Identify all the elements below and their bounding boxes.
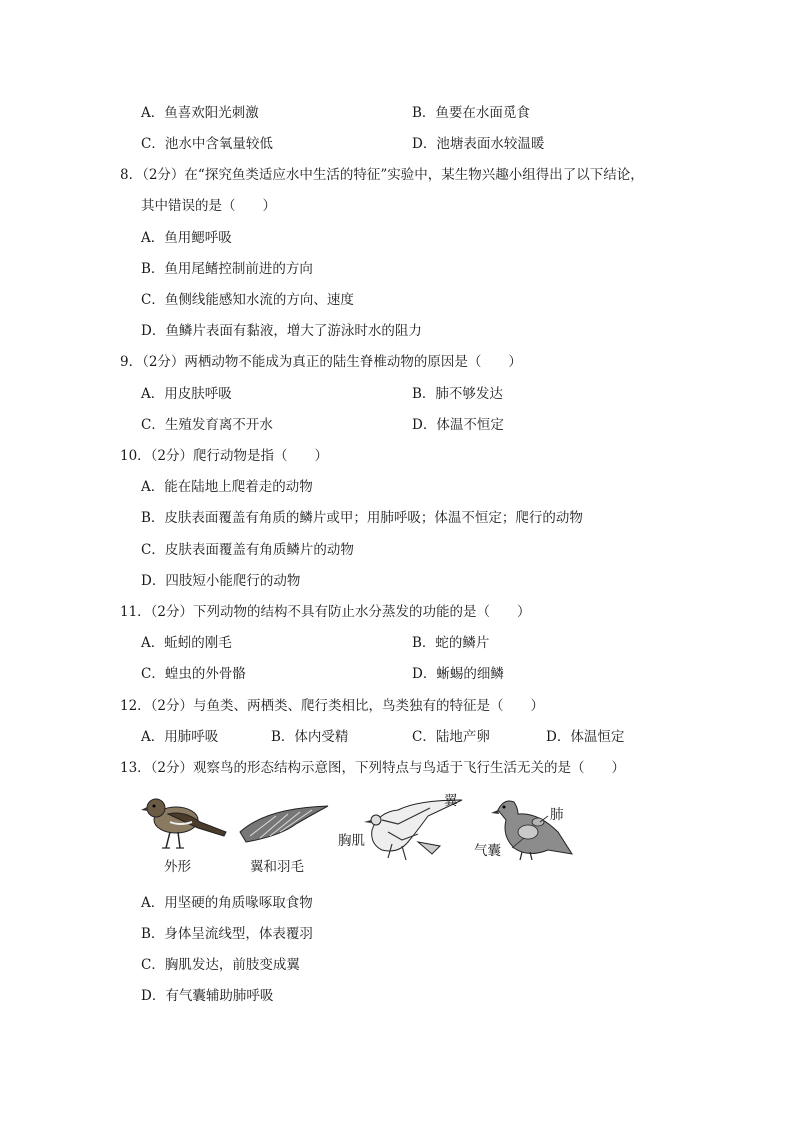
- label-chest-muscle: 胸肌: [338, 833, 365, 849]
- q8-option-b: B．鱼用尾鳍控制前进的方向: [141, 261, 313, 277]
- q10-option-a: A．能在陆地上爬着走的动物: [141, 479, 313, 495]
- label-air-sac: 气囊: [474, 843, 501, 859]
- q10-option-c: C．皮肤表面覆盖有角质鳞片的动物: [141, 542, 354, 558]
- q9-option-b: B．肺不够发达: [412, 386, 503, 402]
- q13-stem: 13．（2分）观察鸟的形态结构示意图，下列特点与鸟适于飞行生活无关的是（ ）: [120, 760, 626, 776]
- q7-option-b: B．鱼要在水面觅食: [412, 105, 530, 121]
- q13-option-b: B．身体呈流线型，体表覆羽: [141, 926, 313, 942]
- q10-option-b: B．皮肤表面覆盖有角质的鳞片或甲；用肺呼吸；体温不恒定；爬行的动物: [141, 510, 583, 526]
- q8-stem-line1: 8．（2分）在“探究鱼类适应水中生活的特征”实验中，某生物兴趣小组得出了以下结论，: [120, 167, 644, 183]
- label-lung: 肺: [550, 807, 564, 823]
- sparrow-illustration: [140, 792, 230, 854]
- q12-option-b: B．体内受精: [271, 729, 349, 745]
- label-wing: 翼: [444, 793, 458, 809]
- q11-option-d: D．蜥蜴的细鳞: [412, 666, 504, 682]
- q8-option-a: A．鱼用鳃呼吸: [141, 230, 232, 246]
- q12-option-a: A．用肺呼吸: [141, 729, 219, 745]
- q10-option-d: D．四肢短小能爬行的动物: [141, 573, 301, 589]
- q11-stem: 11．（2分）下列动物的结构不具有防止水分蒸发的功能的是（ ）: [120, 604, 531, 620]
- q12-stem: 12．（2分）与鱼类、两栖类、爬行类相比，鸟类独有的特征是（ ）: [120, 698, 545, 714]
- q8-option-c: C．鱼侧线能感知水流的方向、速度: [141, 292, 354, 308]
- q11-option-a: A．蚯蚓的刚毛: [141, 635, 232, 651]
- q13-option-d: D．有气囊辅助肺呼吸: [141, 988, 274, 1004]
- q13-option-c: C．胸肌发达，前肢变成翼: [141, 957, 300, 973]
- q8-stem-line2: 其中错误的是（ ）: [141, 198, 276, 214]
- q12-option-c: C．陆地产卵: [412, 729, 490, 745]
- q12-option-d: D．体温恒定: [546, 729, 625, 745]
- q11-option-b: B．蛇的鳞片: [412, 635, 490, 651]
- label-wing-feathers: 翼和羽毛: [250, 859, 304, 875]
- q8-option-d: D．鱼鳞片表面有黏液，增大了游泳时水的阻力: [141, 323, 422, 339]
- q10-stem: 10．（2分）爬行动物是指（ ）: [120, 448, 329, 464]
- q7-option-d: D．池塘表面水较温暖: [412, 136, 545, 152]
- q7-option-a: A．鱼喜欢阳光刺激: [141, 105, 259, 121]
- label-shape: 外形: [164, 859, 191, 875]
- q9-option-d: D．体温不恒定: [412, 417, 504, 433]
- q9-stem: 9．（2分）两栖动物不能成为真正的陆生脊椎动物的原因是（ ）: [120, 354, 522, 370]
- q7-option-c: C．池水中含氧量较低: [141, 136, 273, 152]
- bird-structure-figure: [136, 788, 596, 875]
- q11-option-c: C．蝗虫的外骨骼: [141, 666, 246, 682]
- q9-option-a: A．用皮肤呼吸: [141, 386, 232, 402]
- wing-feathers-illustration: [236, 802, 332, 846]
- q9-option-c: C．生殖发育离不开水: [141, 417, 273, 433]
- q13-option-a: A．用坚硬的角质喙啄取食物: [141, 895, 313, 911]
